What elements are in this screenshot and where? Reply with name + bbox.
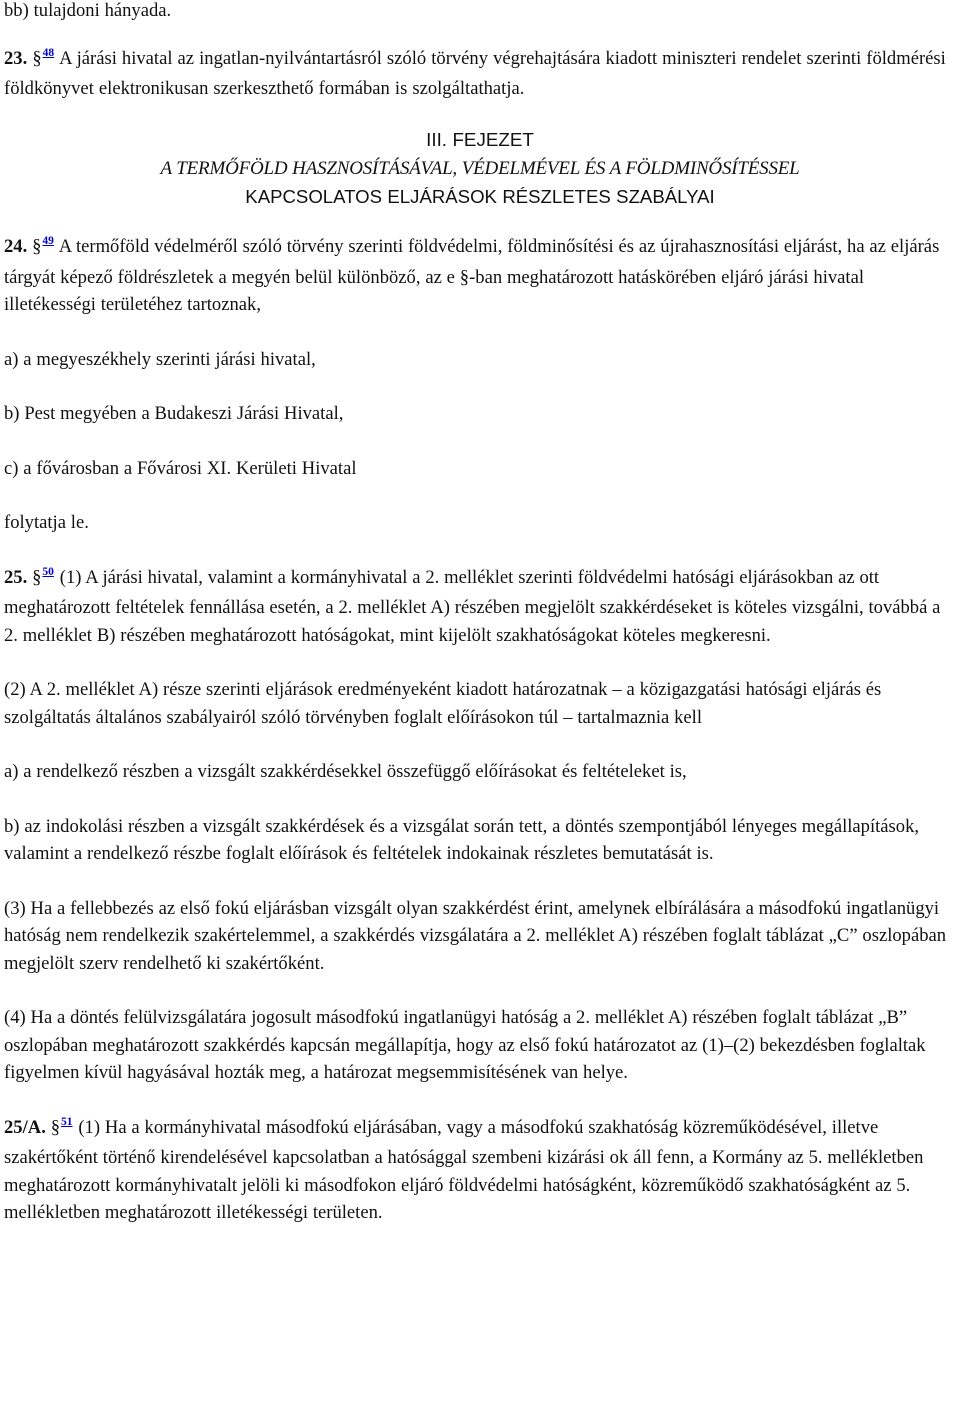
section-number: 25. — [4, 566, 28, 588]
paragraph-2-item-a: a) a rendelkező részben a vizsgált szakkérdésekkel összefüggő előírásokat és feltételeket is, — [4, 761, 687, 782]
chapter-title-line-2: KAPCSOLATOS ELJÁRÁSOK RÉSZLETES SZABÁLYAI — [245, 185, 715, 207]
section-sign: § — [32, 236, 42, 257]
section-23 — [4, 45, 956, 103]
footnote-link-48[interactable]: 48 — [42, 46, 55, 59]
section-25 — [4, 564, 956, 650]
list-item-c: c) a fővárosban a Fővárosi XI. Kerületi Hivatal — [4, 457, 357, 479]
paragraph-3: (3) Ha a fellebbezés az első fokú eljárásban vizsgált olyan szakkérdést érint, amelynek elbírálására a másodfokú ingatlanügyi hatóság nem rendelkezik szakértelemmel, a szakkérdés vizsgálatára a 2. melléklet A) részében foglalt táblázat „C” oszlopában megjelölt szerv rendelhető ki szakértőként. — [4, 897, 947, 974]
chapter-number: III. FEJEZET — [426, 128, 534, 150]
footnote-link-51[interactable]: 51 — [61, 1115, 73, 1128]
section-sign: § — [32, 47, 42, 69]
chapter-title-line-1: A TERMŐFÖLD HASZNOSÍTÁSÁVAL, VÉDELMÉVEL ÉS A FÖLDMINŐSÍTÉSSEL — [160, 158, 800, 179]
closing-text: folytatja le. — [4, 512, 89, 533]
section-text: (1) Ha a kormányhivatal másodfokú eljárásában, vagy a másodfokú szakhatóság közreműködésével, illetve szakértőként történő kirendelésével kapcsolatban a hatósággal szembeni kizárási ok áll fenn, a Kormány az 5. mellékletben meghatározott kormányhivatalt jelöli ki másodfokon eljáró földvédelmi hatóságként, közreműködő szakhatóságként az 5. mellékletben meghatározott illetékességi területen. — [4, 1116, 924, 1223]
section-sign: § — [50, 1116, 60, 1138]
section-25a — [4, 1114, 956, 1227]
document-page — [4, 0, 956, 1227]
item-bb: bb) tulajdoni hányada. — [4, 0, 172, 21]
paragraph-2-item-b: b) az indokolási részben a vizsgált szakkérdések és a vizsgálat során tett, a döntés szempontjából lényeges megállapítások, valamint a rendelkező részbe foglalt előírások és feltételek indokainak részletes bemutatását is. — [4, 815, 920, 864]
section-number: 23. — [4, 47, 28, 69]
section-number: 25/A. — [4, 1116, 46, 1138]
list-item-b: b) Pest megyében a Budakeszi Járási Hivatal, — [4, 403, 344, 424]
paragraph-2: (2) A 2. melléklet A) része szerinti eljárások eredményeként kiadott határozatnak – a közigazgatási hatósági eljárás és szolgáltatás általános szabályairól szóló törvényben foglalt előírásokon túl – tartalmaznia kell — [4, 679, 882, 728]
paragraph-4: (4) Ha a döntés felülvizsgálatára jogosult másodfokú ingatlanügyi hatóság a 2. melléklet A) részében foglalt táblázat „B” oszlopában meghatározott szakkérdés kapcsán megállapítja, hogy az első fokú határozatot az (1)–(2) bekezdésben foglaltak figyelmen kívül hagyásával hozták meg, a határozat megsemmisítésének van helye. — [4, 1007, 926, 1083]
section-text: A termőföld védelméről szóló törvény szerinti földvédelmi, földminősítési és az újrahasznosítási eljárást, ha az eljárás tárgyát képező földrészletek a megyén belül különböző, az e §-ban meghatározott hatáskörében eljáró járási hivatal illetékességi területéhez tartoznak, — [4, 236, 940, 315]
footnote-link-50[interactable]: 50 — [42, 565, 54, 578]
list-item-a: a) a megyeszékhely szerinti járási hivatal, — [4, 348, 316, 370]
footnote-link-49[interactable]: 49 — [42, 235, 54, 247]
section-sign: § — [32, 566, 42, 588]
section-text: (1) A járási hivatal, valamint a kormányhivatal a 2. melléklet szerinti földvédelmi hatósági eljárásokban az ott meghatározott feltételek fennállása esetén, a 2. melléklet A) részében megjelölt szakkérdéseket is köteles vizsgálni, továbbá a 2. melléklet B) részében meghatározott hatóságokat, mint kijelölt szakhatóságokat köteles megkeresni. — [4, 566, 941, 646]
section-number: 24. — [4, 236, 28, 257]
section-24 — [4, 233, 956, 319]
section-text: A járási hivatal az ingatlan-nyilvántartásról szóló törvény végrehajtására kiadott miniszteri rendelet szerinti földmérési földkönyvet elektronikusan szerkeszthető formában is szolgáltathatja. — [4, 47, 946, 99]
